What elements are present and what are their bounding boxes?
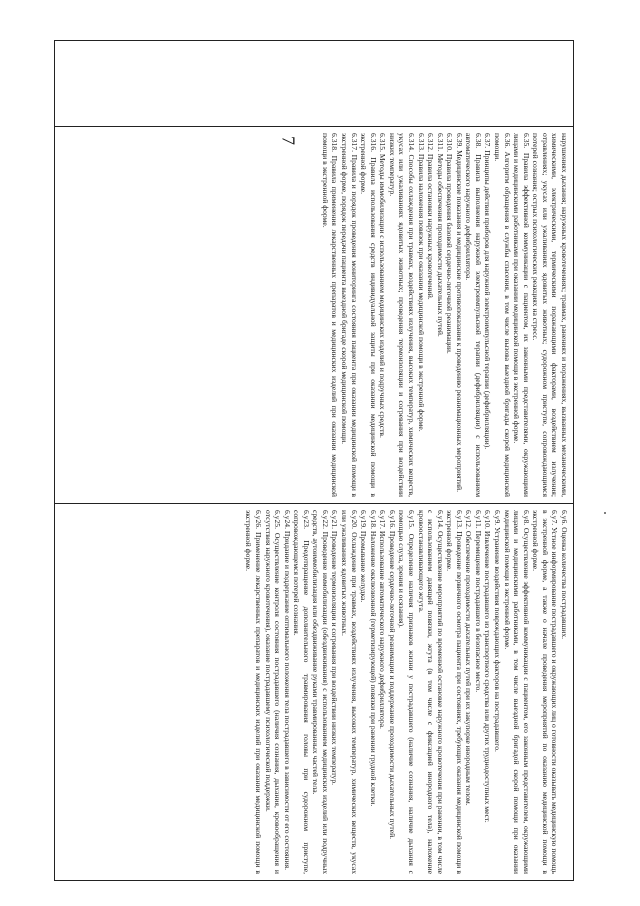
table-row xyxy=(55,41,574,881)
list-item: 6.у10. Извлечение пострадавшего из транспортного средства или других труднодоступных мест. xyxy=(483,510,493,823)
list-item: 6.37. Принципы действия приборов для наружной электроимпульсной терапии (дефибрилляции). xyxy=(483,133,493,450)
list-item: 6.у19. Промывание желудка. xyxy=(359,510,369,603)
list-item: нарушениях дыхания; наружных кровотечениях; травмах, ранениях и поражениях, вызванных механическими, химическими, электрическими, термическими поражающими факторами, воздействием излучения; отравлениях; укусах или ужаливаниях ядовитых животных; судорожном приступе, сопровождающимся потерей сознания; острых психологических реакциях на стресс. xyxy=(531,133,569,497)
list-item: 6.у18. Наложение окклюзионной (герметизирующей) повязки при ранении грудной клетки. xyxy=(368,510,378,807)
list-item: 6.у14. Осуществление мероприятий по временной остановке наружного кровотечения при ранении, в том числе с использованием давящей повязки, жгута (в том числе с фиксацией инородного тела), наложение кровоостанавливающего жгута. xyxy=(416,510,445,874)
list-item: 6.у24. Придание и поддержание оптимального положения тела пострадавшего в зависимости от его состояния. xyxy=(282,510,292,871)
list-item: 6.316. Правила использования средств индивидуальной защиты при оказании медицинской помощи в экстренной форме. xyxy=(359,133,378,497)
list-item: 6.у13. Проведение первичного осмотра пациента при состояниях, требующих оказания медицинской помощи в экстренной форме. xyxy=(445,510,464,874)
scan-speck xyxy=(604,512,606,514)
list-item: 6.у26. Применение лекарственных препаратов и медицинских изделий при оказании медицинской помощи в экстренной форме. xyxy=(244,510,263,874)
competency-table xyxy=(54,40,574,881)
table-cell-knowledge xyxy=(55,127,574,504)
list-item: 6.у23. Предотвращение дополнительного травмирования головы при судорожном приступе, сопровождающемся потерей сознания. xyxy=(292,510,311,874)
list-item: 6.311. Методы обеспечения проходимости дыхательных путей. xyxy=(435,133,445,337)
list-item: 6.313. Правила наложения повязок при оказании медицинской помощи в экстренной форме. xyxy=(416,133,426,432)
list-item: 6.314. Способы охлаждения при травмах, воздействиях излучения, высоких температур, химических веществ, укусах или ужаливаниях ядовитых животных; проведения термоизоляции и согревания при воздействии низких температур. xyxy=(387,133,416,497)
list-item: 6.39. Медицинские показания и медицинские противопоказания к проведению реанимационных мероприятий. xyxy=(454,133,464,492)
table-cell-empty xyxy=(55,41,574,127)
list-item: 6.у6. Оценка количества пострадавших. xyxy=(560,510,569,640)
list-item: 6.у21. Проведение термоизоляции и согревания при воздействии низких температур. xyxy=(330,510,340,786)
list-item: 6.у20. Охлаждение при травмах, воздействиях излучения, высоких температур, химических веществ, укусах или ужаливаниях ядовитых животных. xyxy=(340,510,359,874)
list-item: 6.у8. Осуществление эффективной коммуникации с пациентом, его законным представителем, окружающими лицами и медицинскими работниками, в том числе выездной бригадой скорой помощи при оказании медицинской помощи в экстренной форме. xyxy=(502,510,531,874)
list-item: 6.у15. Определение наличия признаков жизни у пострадавшего (наличие сознания, наличие дыхания с помощью слуха, зрения и осязания). xyxy=(397,510,416,874)
list-item: 6.312. Правила остановки наружных кровотечений. xyxy=(426,133,436,300)
rotated-page-container xyxy=(54,40,574,880)
list-item: 6.у17. Использование автоматического наружного дефибриллятора. xyxy=(378,510,388,729)
list-item: 6.у9. Устранение воздействия повреждающих факторов на пострадавшего. xyxy=(493,510,503,752)
table-cell-skills xyxy=(55,504,574,881)
landscape-layout xyxy=(54,40,574,880)
list-item: 6.35. Правила эффективной коммуникации с пациентом, их законными представителями, окружающими лицами и медицинскими работниками при оказании медицинской помощи в экстренной форме. xyxy=(512,133,531,497)
page-number: 7 xyxy=(278,136,299,145)
list-item: 6.у22. Проведение иммобилизации (обездвиживания) с использованием медицинских изделий или подручных средств, аутоиммобилизация или обездвиживание руками травмированных частей тела. xyxy=(311,510,330,874)
list-item: 6.318. Правила применения лекарственных препаратов и медицинских изделий при оказании медицинской помощи в экстренной форме. xyxy=(320,133,340,497)
list-item: 6.38. Правила выполнения наружной электроимпульсной терапии (дефибрилляции) с использованием автоматического наружного дефибриллятора. xyxy=(464,133,483,497)
list-item: 6.у7. Устное информирование пострадавшего и окружающих лиц о готовности оказывать медицинскую помощь в экстренной форме, а также о начале проведения мероприятий по оказанию медицинской помощи в экстренной форме. xyxy=(531,510,560,874)
list-item: 6.315. Методы иммобилизации с использованием медицинских изделий и подручных средств. xyxy=(378,133,388,438)
list-item: 6.317. Правила и порядок проведения мониторинга состояния пациента при оказании медицинской помощи в экстренной форме, порядок передачи пациента выездной бригаде скорой медицинской помощи. xyxy=(340,133,359,497)
list-item: 6.310. Правила проведения базовой сердечно-легочной реанимации. xyxy=(445,133,455,354)
list-item: 6.у12. Обеспечение проходимости дыхательных путей при их закупорке инородным телом. xyxy=(464,510,474,806)
list-item: 6.у16. Проведение сердечно-легочной реанимации и поддержание проходимости дыхательных путей. xyxy=(387,510,397,840)
list-item: 6.у25. Осуществление контроля состояния пострадавшего (наличия сознания, дыхания, кровообращения и отсутствия наружного кровотечения), оказание пострадавшему психологической поддержки. xyxy=(263,510,283,874)
list-item: 6.у11. Перемещение пострадавшего в безопасное место. xyxy=(473,510,483,693)
list-item: 6.36. Алгоритм обращения в службы спасения, в том числе вызова выездной бригады скорой медицинской помощи. xyxy=(493,133,512,497)
